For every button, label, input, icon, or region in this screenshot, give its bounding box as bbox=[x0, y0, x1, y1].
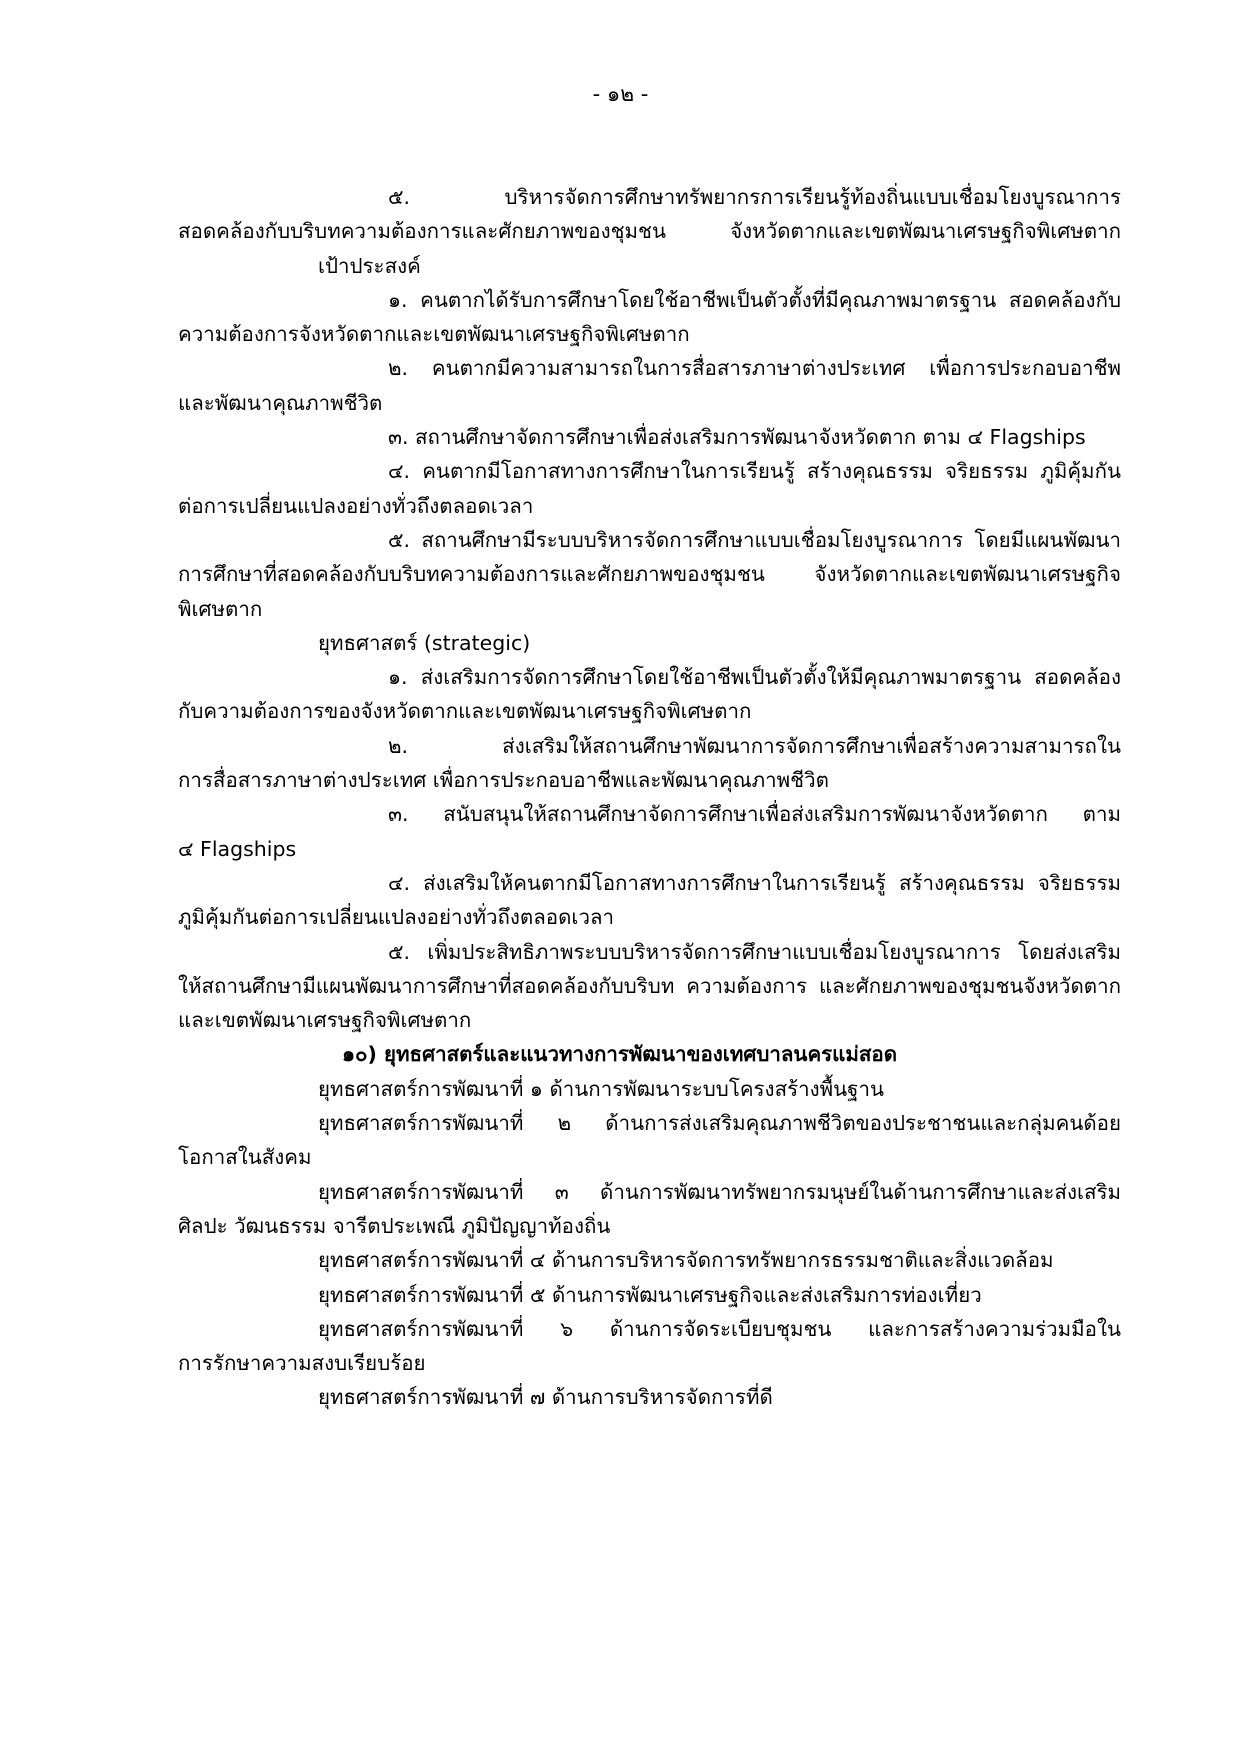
section-heading: เป้าประสงค์ bbox=[318, 253, 421, 278]
text-line: ๑. ส่งเสริมการจัดการศึกษาโดยใช้อาชีพเป็นตัวตั้งให้มีคุณภาพมาตรฐาน สอดคล้อง bbox=[388, 665, 1121, 690]
text-line: ๒. ส่งเสริมให้สถานศึกษาพัฒนาการจัดการศึกษาเพื่อสร้างความสามารถใน bbox=[388, 733, 1121, 758]
text-line: โอกาสในสังคม bbox=[178, 1145, 312, 1170]
text-line: ยุทธศาสตร์การพัฒนาที่ ๕ ด้านการพัฒนาเศรษฐกิจและส่งเสริมการท่องเที่ยว bbox=[318, 1282, 982, 1307]
text-line: ๓. สถานศึกษาจัดการศึกษาเพื่อส่งเสริมการพัฒนาจังหวัดตาก ตาม ๔ Flagships bbox=[388, 425, 1086, 450]
text-line: การรักษาความสงบเรียบร้อย bbox=[178, 1351, 426, 1376]
text-line: ยุทธศาสตร์การพัฒนาที่ ๒ ด้านการส่งเสริมคุณภาพชีวิตของประชาชนและกลุ่มคนด้อย bbox=[318, 1111, 1121, 1136]
text-line: ๕. สถานศึกษามีระบบบริหารจัดการศึกษาแบบเชื่อมโยงบูรณาการ โดยมีแผนพัฒนา bbox=[388, 527, 1121, 552]
text-line: ต่อการเปลี่ยนแปลงอย่างทั่วถึงตลอดเวลา bbox=[178, 493, 534, 518]
text-line: ยุทธศาสตร์การพัฒนาที่ ๓ ด้านการพัฒนาทรัพยากรมนุษย์ในด้านการศึกษาและส่งเสริม bbox=[318, 1179, 1121, 1204]
text-line: ยุทธศาสตร์การพัฒนาที่ ๖ ด้านการจัดระเบียบชุมชน และการสร้างความร่วมมือใน bbox=[318, 1316, 1121, 1341]
text-line: การสื่อสารภาษาต่างประเทศ เพื่อการประกอบอาชีพและพัฒนาคุณภาพชีวิต bbox=[178, 768, 829, 793]
text-line: และเขตพัฒนาเศรษฐกิจพิเศษตาก bbox=[178, 1008, 472, 1033]
text-line: ความต้องการจังหวัดตากและเขตพัฒนาเศรษฐกิจพิเศษตาก bbox=[178, 322, 690, 347]
text-line: พิเศษตาก bbox=[178, 596, 263, 621]
page-number: - ๑๒ - bbox=[592, 82, 649, 106]
text-line: และพัฒนาคุณภาพชีวิต bbox=[178, 390, 383, 415]
section-title: ๑๐) ยุทธศาสตร์และแนวทางการพัฒนาของเทศบาลนครแม่สอด bbox=[342, 1042, 898, 1067]
text-line: ภูมิคุ้มกันต่อการเปลี่ยนแปลงอย่างทั่วถึงตลอดเวลา bbox=[178, 905, 615, 930]
text-line: ยุทธศาสตร์การพัฒนาที่ ๗ ด้านการบริหารจัดการที่ดี bbox=[318, 1385, 773, 1410]
text-line: ๔. คนตากมีโอกาสทางการศึกษาในการเรียนรู้ สร้างคุณธรรม จริยธรรม ภูมิคุ้มกัน bbox=[388, 459, 1121, 484]
text-line: ศิลปะ วัฒนธรรม จารีตประเพณี ภูมิปัญญาท้องถิ่น bbox=[178, 1213, 611, 1238]
section-heading: ยุทธศาสตร์ (strategic) bbox=[318, 630, 531, 655]
text-line: ยุทธศาสตร์การพัฒนาที่ ๔ ด้านการบริหารจัดการทรัพยากรธรรมชาติและสิ่งแวดล้อม bbox=[318, 1248, 1054, 1273]
text-line: การศึกษาที่สอดคล้องกับบริบทความต้องการและศักยภาพของชุมชน จังหวัดตากและเขตพัฒนาเศรษฐกิจ bbox=[178, 562, 1121, 587]
text-line: ๑. คนตากได้รับการศึกษาโดยใช้อาชีพเป็นตัวตั้งที่มีคุณภาพมาตรฐาน สอดคล้องกับ bbox=[388, 287, 1121, 312]
text-line: ๔ Flagships bbox=[178, 836, 297, 861]
text-line: ให้สถานศึกษามีแผนพัฒนาการศึกษาที่สอดคล้องกับบริบท ความต้องการ และศักยภาพของชุมชนจังหวัดตาก bbox=[178, 973, 1121, 998]
text-line: ยุทธศาสตร์การพัฒนาที่ ๑ ด้านการพัฒนาระบบโครงสร้างพื้นฐาน bbox=[318, 1076, 884, 1101]
text-line: ๒. คนตากมีความสามารถในการสื่อสารภาษาต่างประเทศ เพื่อการประกอบอาชีพ bbox=[388, 356, 1121, 381]
text-line: ๕. บริหารจัดการศึกษาทรัพยากรการเรียนรู้ท้องถิ่นแบบเชื่อมโยงบูรณาการ bbox=[388, 185, 1121, 209]
text-line: ๔. ส่งเสริมให้คนตากมีโอกาสทางการศึกษาในการเรียนรู้ สร้างคุณธรรม จริยธรรม bbox=[388, 870, 1121, 895]
text-line: ๕. เพิ่มประสิทธิภาพระบบบริหารจัดการศึกษาแบบเชื่อมโยงบูรณาการ โดยส่งเสริม bbox=[388, 939, 1121, 964]
document-body bbox=[178, 180, 1121, 1415]
text-line: ๓. สนับสนุนให้สถานศึกษาจัดการศึกษาเพื่อส่งเสริมการพัฒนาจังหวัดตาก ตาม bbox=[388, 802, 1121, 827]
text-line: กับความต้องการของจังหวัดตากและเขตพัฒนาเศรษฐกิจพิเศษตาก bbox=[178, 699, 752, 724]
text-line: สอดคล้องกับบริบทความต้องการและศักยภาพของชุมชน จังหวัดตากและเขตพัฒนาเศรษฐกิจพิเศษตาก bbox=[178, 219, 1121, 244]
